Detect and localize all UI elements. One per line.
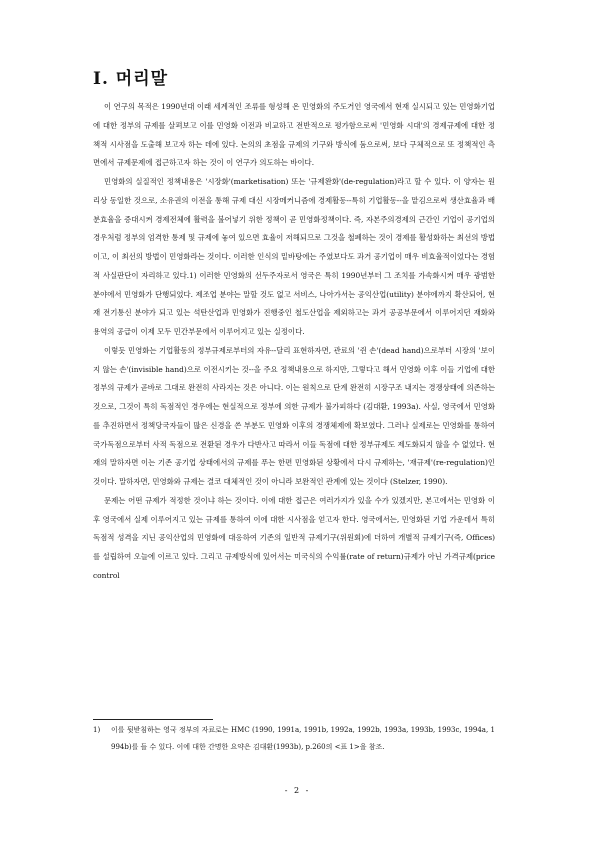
section-heading: I. 머리말 — [93, 69, 169, 89]
paragraph-4: 문제는 어떤 규제가 적정한 것이냐 하는 것이다. 이에 대한 접근은 여러가지가 있을 수가 있겠지만, 본고에서는 민영화 이후 영국에서 실제 이루어지고 있는 규제를 통하여 이에 대한 시사점을 얻고자 한다. 영국에서는, 민영화된 기업 가운데서 특히 독점적 성격을 지닌 공익산업의 민영화에 대응하여 기존의 일반적 규제기구(위원회)에 더하여 개별적 규제기구(즉, Offices)를 설립하여 오늘에 이르고 있다. 그리고 규제방식에 있어서는 미국식의 수익률(rate of return)규제가 아닌 가격규제(price control — [93, 495, 495, 580]
footnote-text: 이를 뒷받침하는 영국 정부의 자료로는 HMC (1990, 1991a, 1991b, 1992a, 1992b, 1993a, 1993b, 1993c, 1994a, 1994b)를 들 수 있다. 이에 대한 간명한 요약은 김대환(1993b), p.260의 <표 1>을 참조. — [111, 726, 495, 751]
paragraph-2: 민영화의 실질적인 정책내용은 '시장화'(marketisation) 또는 '규제완화'(de-regulation)라고 할 수 있다. 이 양자는 원리상 동일한 것으로, 소유권의 이전을 통해 규제 대신 시장메커니즘에 경제활동--특히 기업활동--을 맡김으로써 생산효율과 배분효율을 증대시켜 경제전체에 활력을 불어넣기 위한 정책이 곧 민영화정책이다. 즉, 자본주의경제의 근간인 기업이 공기업의 경우처럼 정부의 엄격한 통제 및 규제에 놓여 있으면 효율이 저해되므로 그것을 철폐하는 것이 경제를 활성화하는 최선의 방법이고, 이 최선의 방법이 민영화라는 것이다. 이러한 인식의 밑바탕에는 주였보다도 과거 공기업이 매우 비효율적이었다는 경험적 사실판단이 자리하고 있다.1) 이러한 민영화의 선두주자로서 영국은 특히 1990년부터 그 조치를 가속화시켜 매우 광범한 분야에서 민영화가 단행되었다. 제조업 분야는 말할 것도 없고 서비스, 나아가서는 공익산업(utility) 분야에까지 확산되어, 현재 전기통신 분야가 되고 있는 석탄산업과 민영화가 진행중인 철도산업을 제외하고는 과거 공공부문에서 이루어지던 재화와 용역의 공급이 이제 모두 민간부문에서 이루어지고 있는 실정이다. — [93, 177, 495, 336]
paragraph-3: 이렇듯 민영화는 기업활동의 정부규제로부터의 자유--달리 표현하자면, 관료의 '쥔 손'(dead hand)으로부터 시장의 '보이지 않는 손'(invisible hand)으로 이전시키는 것--을 주요 정책내용으로 하지만, 그렇다고 해서 민영화 이후 이들 기업에 대한 정부의 규제가 곧바로 그대로 완전히 사라지는 것은 아니다. 이는 원칙으로 단계 완전히 시장구조 내지는 경쟁상태에 의존하는 것으로, 그것이 특히 독점적인 경우에는 현실적으로 정부에 의한 규제가 불가피하다 (김대환, 1993a). 사실, 영국에서 민영화를 추진하면서 정책당국자들이 많은 신경을 쓴 부분도 민영화 이후의 경쟁체제에 확보였다. 그러나 실제로는 민영화를 통하여 국가독점으로부터 사적 독점으로 전환된 경우가 다반사고 따라서 이들 독점에 대한 정부규제도 제도화되지 않을 수 없었다. 현재의 말하자면 이는 기존 공기업 상태에서의 규제를 푸는 한편 민영화된 상황에서 다시 규제하는, '재규제'(re-regulation)인 것이다. 말하자면, 민영화와 규제는 결코 대체적인 것이 아니라 보완적인 관계에 있는 것이다 (Stelzer, 1990). — [93, 345, 495, 486]
footnote-divider — [93, 719, 213, 720]
paragraph-1: 이 연구의 목적은 1990년대 이래 세계적인 조류를 형성해 온 민영화의 주도거인 영국에서 현재 실시되고 있는 민영화기업에 대한 정부의 규제를 살펴보고 이를 민영화 이전과 비교하고 전반적으로 평가함으로써 '민영화 시대'의 경제규제에 대한 정책적 시사점을 도출해 보고자 하는 데에 있다. 논의의 초점을 규제의 기구와 방식에 둠으로써, 보다 구체적으로 또 정책적인 측면에서 규제문제에 접근하고자 하는 것이 이 연구가 의도하는 바이다. — [93, 102, 495, 168]
body-text — [93, 98, 495, 586]
footnote-mark: 1) — [93, 726, 101, 734]
page-number: - 2 - — [284, 786, 311, 795]
footnote — [93, 722, 495, 756]
